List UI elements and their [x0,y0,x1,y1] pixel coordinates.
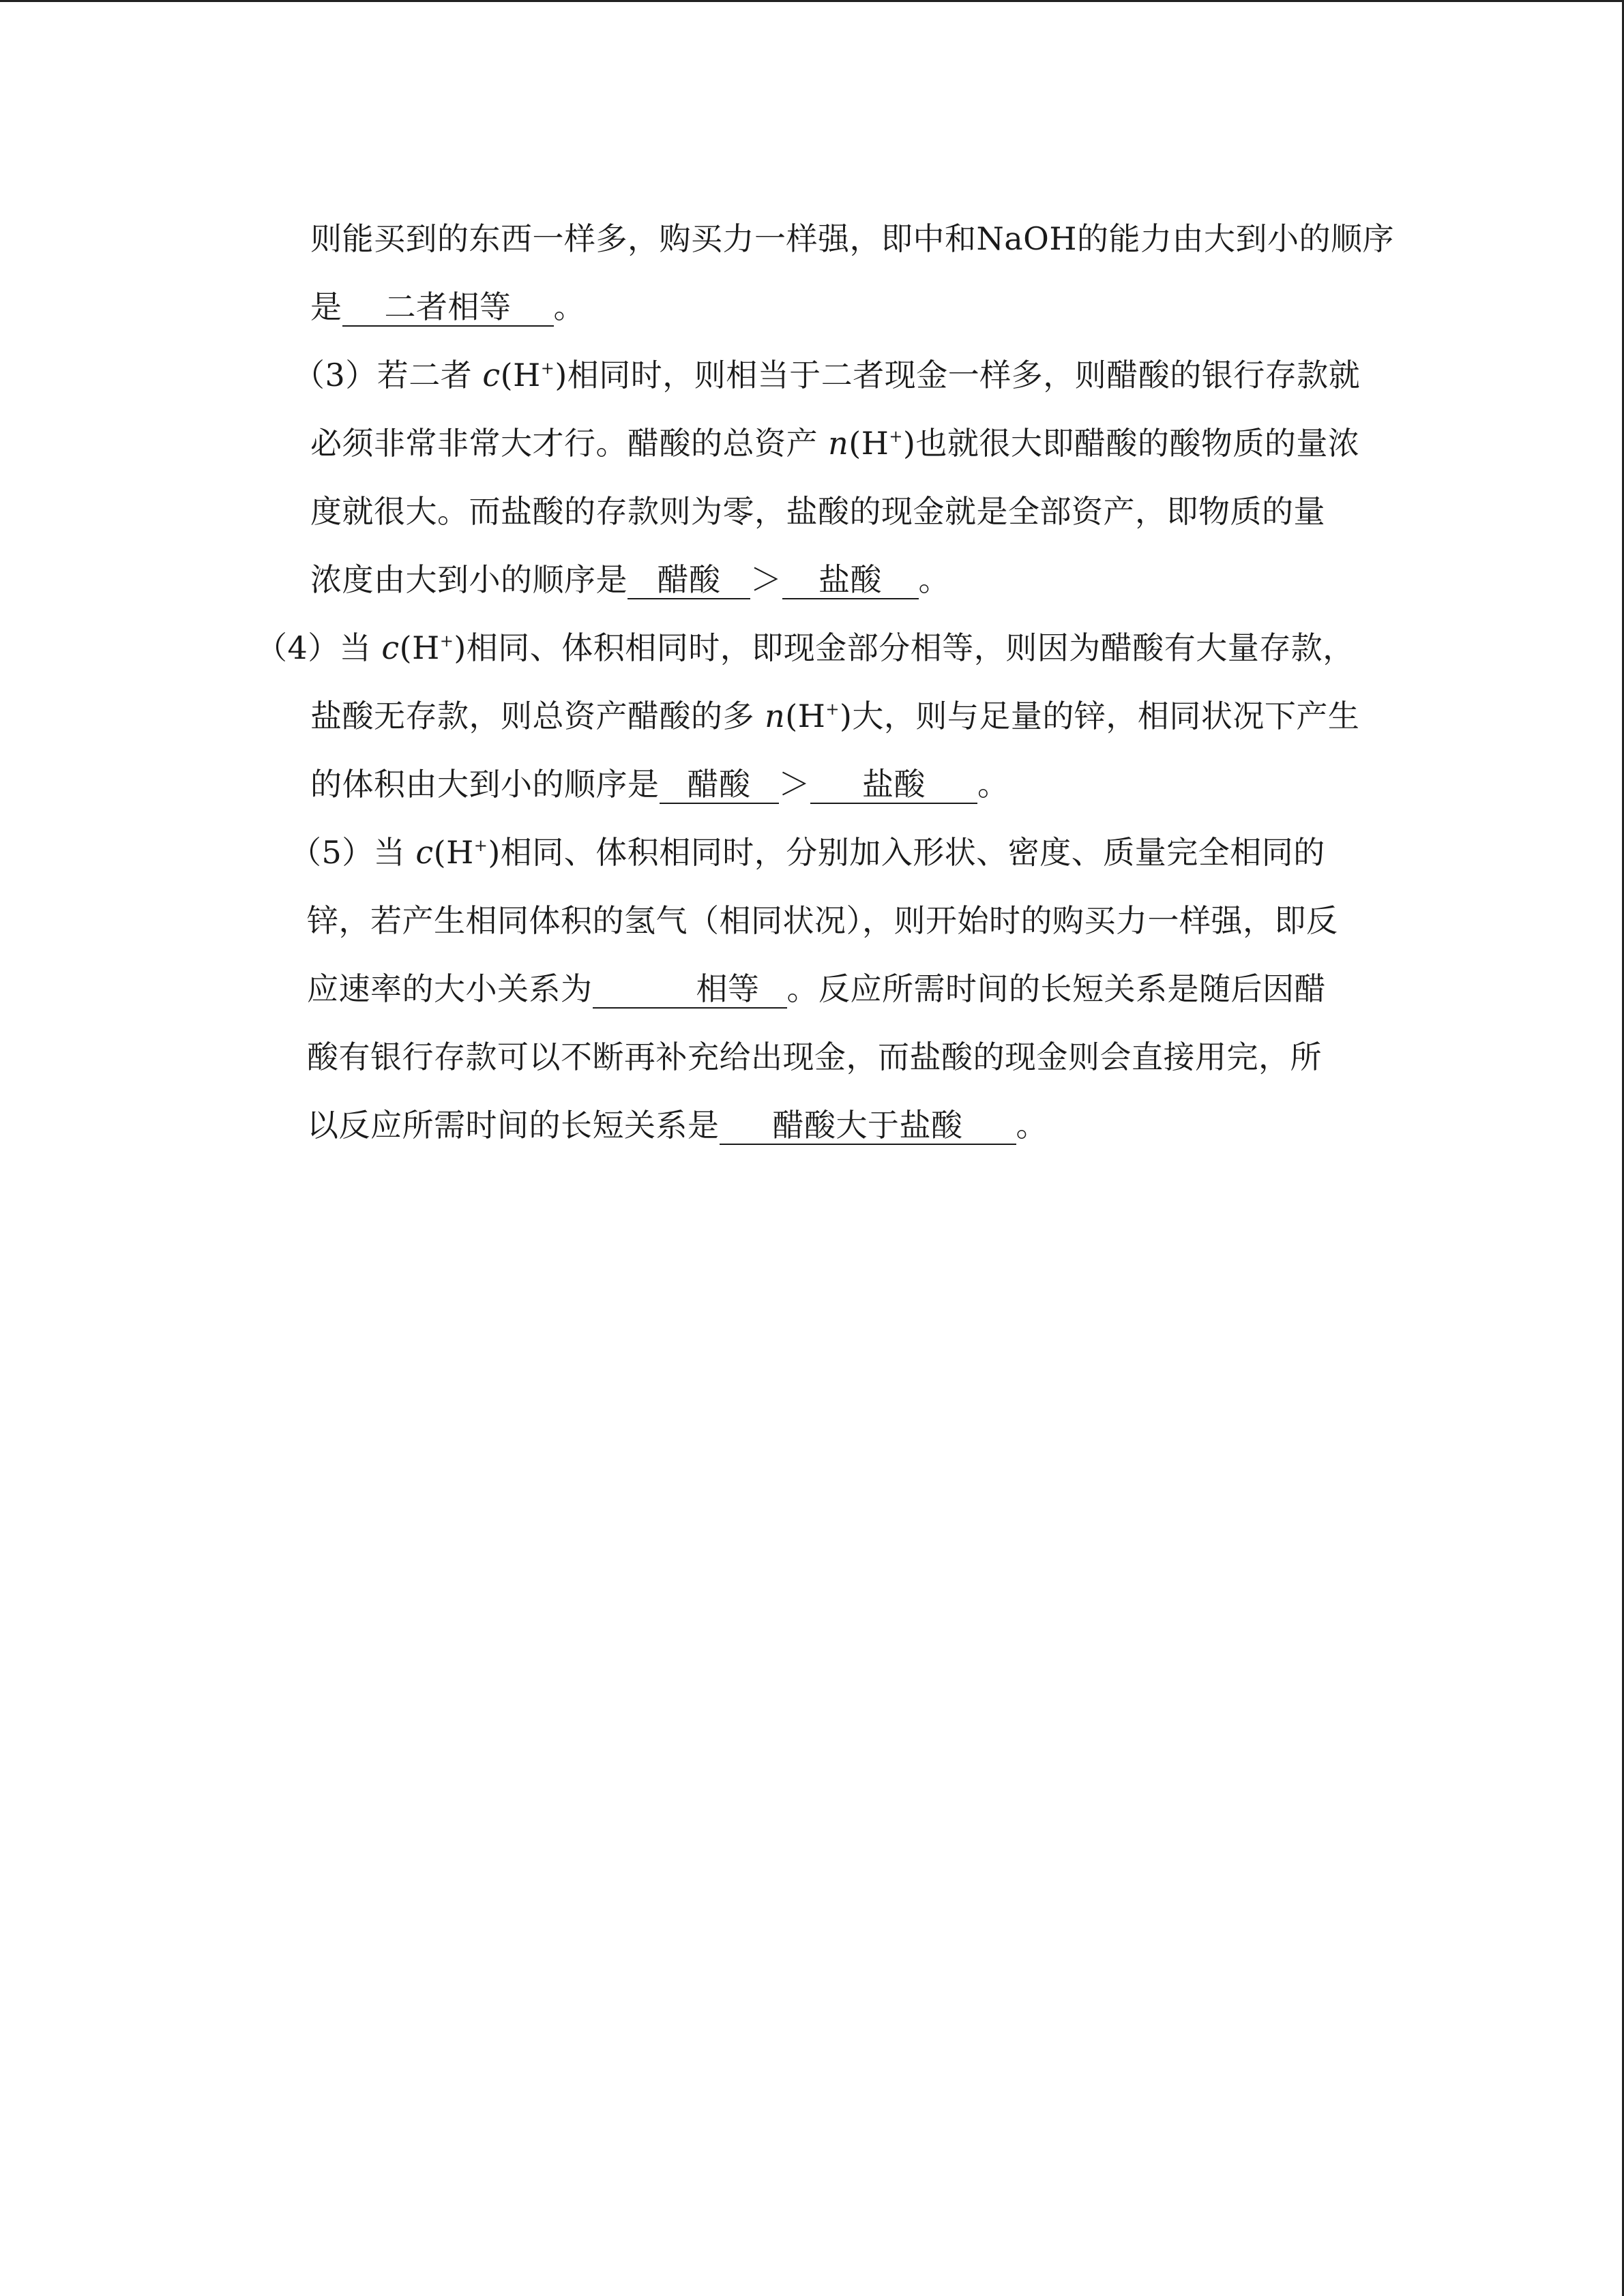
text-line-6 [310,559,950,600]
line-text: )相同、体积相同时，即现金部分相等，则因为醋酸有大量存款， [454,629,1355,666]
line-text: )相同时，则相当于二者现金一样多，则醋酸的银行存款就 [555,357,1361,393]
line-text: 盐酸无存款，则总资产醋酸的多 [310,698,754,734]
line-text: 。 [1016,1107,1048,1144]
variable-c: c [482,357,501,393]
text-line-14 [307,1105,1048,1146]
line-text: 。 [918,561,950,598]
line-text: 。 [553,288,585,325]
answer-blank: 盐酸 [782,561,919,599]
line-text: 。 [977,766,1009,803]
answer-blank: 醋酸大于盐酸 [720,1107,1016,1145]
answer-blank: 二者相等 [342,288,554,327]
answer-blank: 盐酸 [810,766,977,804]
answer-blank: 醋酸 [660,766,779,804]
line-text: （5）当 [290,834,406,871]
superscript-plus: + [540,359,555,378]
line-text: （4）当 [256,629,372,666]
text-line-7 [256,627,1355,668]
variable-c: c [381,629,400,666]
answer-blank: 醋酸 [628,561,750,599]
line-text: 酸有银行存款可以不断再补充给出现金，而盐酸的现金则会直接用完，所 [307,1039,1322,1075]
superscript-plus: + [889,427,903,446]
variable-n: n [765,698,786,734]
line-text: )也就很大即醋酸的酸物质的量浓 [902,425,1360,462]
superscript-plus: + [825,700,840,719]
formula-part: (H [785,698,826,734]
line-text: 以反应所需时间的长短关系是 [307,1107,720,1144]
text-line-1 [310,218,1394,259]
line-text: （3）若二者 [293,357,473,393]
line-text: 浓度由大到小的顺序是 [310,561,628,598]
text-line-10 [290,832,1325,873]
text-line-5 [310,491,1325,532]
line-text: 是 [310,288,342,325]
text-line-8 [310,696,1359,736]
text-line-13 [307,1037,1322,1077]
gt-symbol: ＞ [778,766,810,803]
text-line-9 [310,764,1009,805]
text-line-11 [307,900,1338,941]
line-text: 。反应所需时间的长短关系是随后因醋 [786,970,1326,1007]
formula-part: (H [433,834,474,871]
text-line-12 [307,968,1326,1009]
text-line-3 [293,355,1360,396]
formula-part: (H [500,357,541,393]
variable-n: n [828,425,849,462]
line-text: 应速率的大小关系为 [307,970,593,1007]
superscript-plus: + [439,631,454,651]
formula-part: (H [399,629,440,666]
text-line-4 [310,423,1359,464]
line-text: )相同、体积相同时，分别加入形状、密度、质量完全相同的 [488,834,1325,871]
line-text: )大，则与足量的锌，相同状况下产生 [839,698,1360,734]
page-border-top [0,0,1624,2]
line-text: 锌，若产生相同体积的氢气（相同状况），则开始时的购买力一样强，即反 [307,902,1338,939]
line-text: 必须非常非常大才行。醋酸的总资产 [310,425,818,462]
line-text: 的体积由大到小的顺序是 [310,766,660,803]
gt-symbol: ＞ [750,561,782,598]
answer-blank: 相等 [593,970,787,1009]
line-text: 则能买到的东西一样多，购买力一样强，即中和NaOH的能力由大到小的顺序 [310,220,1395,257]
line-text: 度就很大。而盐酸的存款则为零，盐酸的现金就是全部资产，即物质的量 [310,493,1325,530]
text-line-2 [310,286,585,327]
formula-part: (H [848,425,889,462]
variable-c: c [415,834,434,871]
superscript-plus: + [473,836,488,855]
